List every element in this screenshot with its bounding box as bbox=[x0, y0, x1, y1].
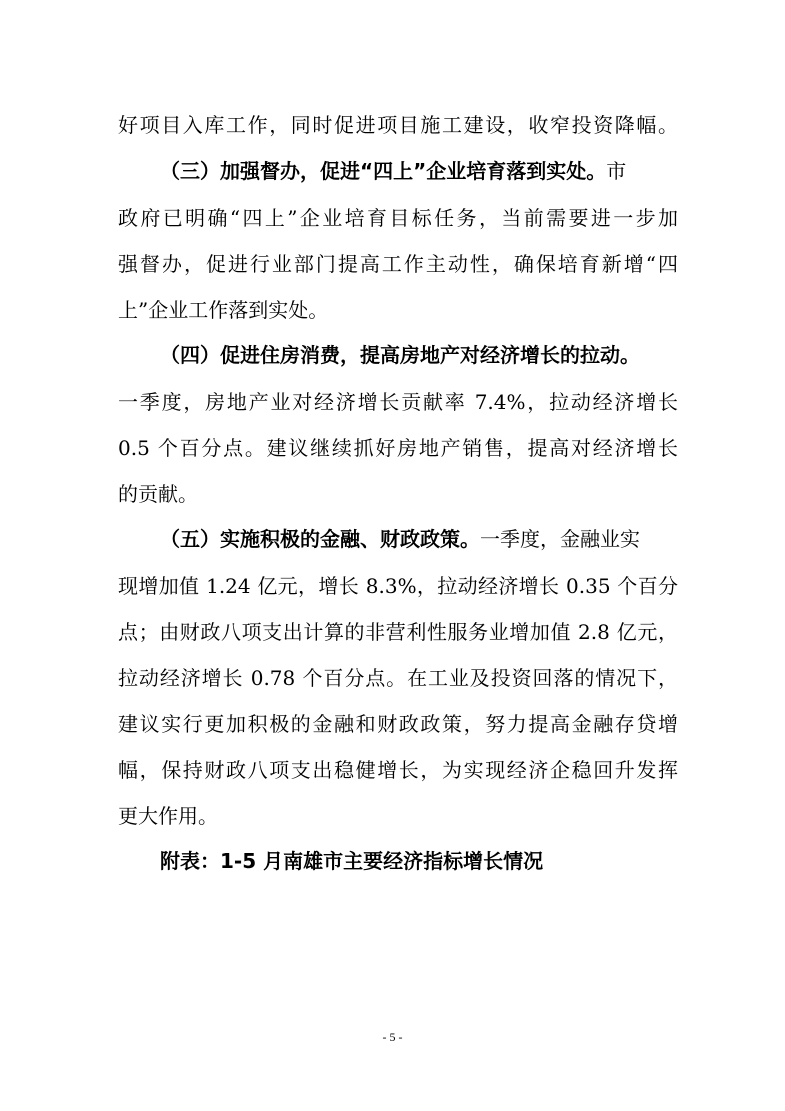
paragraph-line: 政府已明确“四上”企业培育目标任务，当前需要进一步加 bbox=[118, 206, 678, 230]
heading-text: （三）加强督办，促进“四上”企业培育落到实处。 bbox=[160, 159, 607, 183]
paragraph-line: 点；由财政八项支出计算的非营利性服务业增加值 2.8 亿元， bbox=[118, 620, 678, 644]
paragraph-line: 建议实行更加积极的金融和财政政策，努力提高金融存贷增 bbox=[118, 712, 678, 736]
paragraph-line: 更大作用。 bbox=[118, 804, 218, 828]
section-heading-4 bbox=[160, 343, 678, 367]
paragraph-line: 一季度，房地产业对经济增长贡献率 7.4%，拉动经济增长 bbox=[118, 390, 678, 414]
appendix-title bbox=[160, 849, 678, 873]
page-number: - 5 - bbox=[382, 1030, 403, 1044]
section-heading-5 bbox=[160, 527, 678, 551]
heading-text: （五）实施积极的金融、财政政策。 bbox=[160, 527, 480, 551]
paragraph-line: 强督办，促进行业部门提高工作主动性，确保培育新增“四 bbox=[118, 252, 678, 276]
paragraph-line: 幅，保持财政八项支出稳健增长，为实现经济企稳回升发挥 bbox=[118, 758, 678, 782]
heading-continuation: 市 bbox=[606, 159, 627, 183]
paragraph-line: 现增加值 1.24 亿元，增长 8.3%，拉动经济增长 0.35 个百分 bbox=[118, 574, 678, 598]
paragraph-line: 的贡献。 bbox=[118, 482, 198, 506]
paragraph-line: 0.5 个百分点。建议继续抓好房地产销售，提高对经济增长 bbox=[118, 436, 678, 460]
heading-text: （四）促进住房消费，提高房地产对经济增长的拉动。 bbox=[160, 343, 640, 367]
heading-continuation: 一季度，金融业实 bbox=[480, 527, 640, 551]
paragraph-line: 好项目入库工作，同时促进项目施工建设，收窄投资降幅。 bbox=[118, 113, 678, 137]
heading-text: 附表：1-5 月南雄市主要经济指标增长情况 bbox=[160, 849, 544, 873]
paragraph-line: 拉动经济增长 0.78 个百分点。在工业及投资回落的情况下， bbox=[118, 666, 678, 690]
section-heading-3 bbox=[160, 159, 678, 183]
paragraph-line: 上”企业工作落到实处。 bbox=[118, 298, 329, 322]
